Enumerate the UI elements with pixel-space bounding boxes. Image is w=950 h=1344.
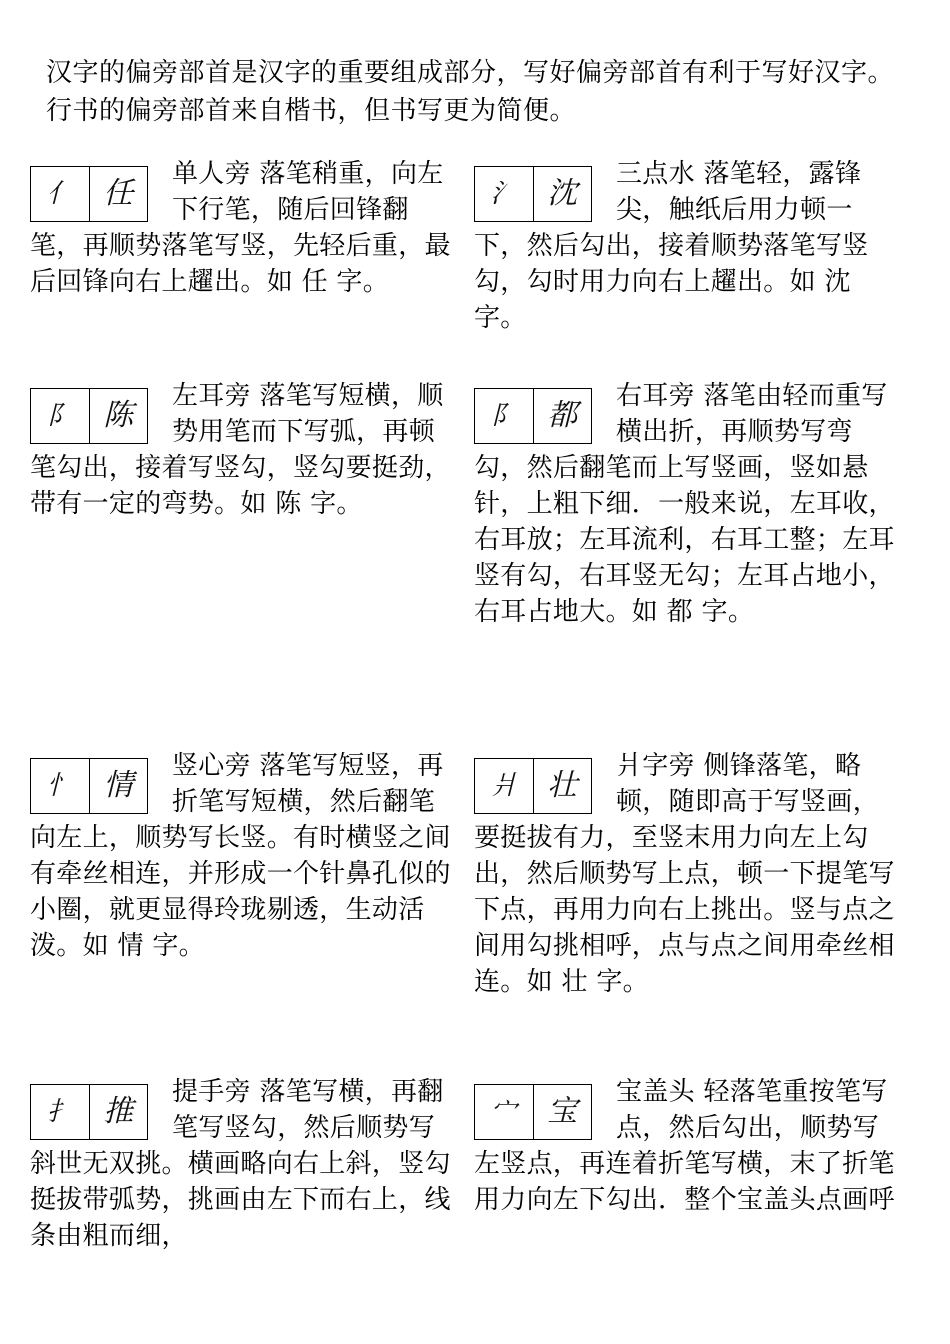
entry-text: 单人旁 落笔稍重，向左下行笔，随后回锋翻笔，再顺势落笔写竖，先轻后重，最后回锋向右上趯出。如 任 字。 xyxy=(30,159,451,297)
intro-paragraph: 汉字的偏旁部首是汉字的重要组成部分，写好偏旁部首有利于写好汉字。行书的偏旁部首来自楷书，但书写更为简便。 xyxy=(46,58,895,126)
example-character: 宝 xyxy=(533,1085,592,1139)
entry-text: 提手旁 落笔写横，再翻笔写竖勾，然后顺势写斜世无双挑。横画略向右上斜，竖勾挺拔带弧势，挑画由左下而右上，线条由粗而细， xyxy=(30,1077,451,1251)
example-character: 都 xyxy=(533,389,592,443)
calligraphy-sample-box xyxy=(30,758,148,814)
entry-text: 左耳旁 落笔写短横，顺势用笔而下写弧，再顿笔勾出，接着写竖勾，竖勾要挺劲，带有一定的弯势。如 陈 字。 xyxy=(30,381,451,519)
entry-pan-radical xyxy=(474,748,904,1000)
entry-text: 竖心旁 落笔写短竖，再折笔写短横，然后翻笔向左上，顺势写长竖。有时横竖之间有牵丝相连，并形成一个针鼻孔似的小圈，就更显得玲珑剔透，生动活泼。如 情 字。 xyxy=(30,751,451,961)
calligraphy-sample-box xyxy=(30,1084,148,1140)
calligraphy-sample-box xyxy=(474,388,592,444)
entry-vertical-heart-radical xyxy=(30,748,460,964)
example-character: 推 xyxy=(89,1085,148,1139)
example-character: 陈 xyxy=(89,389,148,443)
entry-text: 右耳旁 落笔由轻而重写横出折，再顺势写弯勾，然后翻笔而上写竖画，竖如悬针，上粗下细．一般来说，左耳收，右耳放；左耳流利，右耳工整；左耳竖有勾，右耳竖无勾；左耳占地小，右耳占地大。如 都 字。 xyxy=(474,381,895,627)
calligraphy-sample-box xyxy=(474,166,592,222)
calligraphy-sample-box xyxy=(474,1084,592,1140)
example-character: 任 xyxy=(89,167,148,221)
calligraphy-sample-box xyxy=(30,388,148,444)
radical-glyph: 氵 xyxy=(490,179,517,209)
example-character: 情 xyxy=(89,759,148,813)
entry-text: 宝盖头 轻落笔重按笔写点，然后勾出，顺势写左竖点，再连着折笔写横，末了折笔用力向左下勾出．整个宝盖头点画呼 xyxy=(474,1077,895,1215)
entry-roof-radical xyxy=(474,1074,904,1218)
entry-text: 爿字旁 侧锋落笔，略顿，随即高于写竖画，要挺拔有力，至竖末用力向左上勾出，然后顺势写上点，顿一下提笔写下点，再用力向右上挑出。竖与点之间用勾挑相呼，点与点之间用牵丝相连。如 壮 字。 xyxy=(474,751,895,997)
entry-left-ear-radical xyxy=(30,378,460,522)
entry-three-dots-water xyxy=(474,156,904,336)
entry-single-person-radical xyxy=(30,156,460,300)
entry-text: 三点水 落笔轻，露锋尖，触纸后用力顿一下，然后勾出，接着顺势落笔写竖勾，勾时用力向右上趯出。如 沈 字。 xyxy=(474,159,869,333)
radical-glyph: 爿 xyxy=(490,771,517,801)
example-character: 壮 xyxy=(533,759,592,813)
radical-glyph: 阝 xyxy=(46,401,73,431)
entry-hand-radical xyxy=(30,1074,460,1254)
entry-right-ear-radical xyxy=(474,378,904,630)
calligraphy-sample-box xyxy=(30,166,148,222)
radical-glyph: 扌 xyxy=(46,1097,73,1127)
radical-glyph: 宀 xyxy=(490,1097,517,1127)
radical-glyph: 忄 xyxy=(46,771,73,801)
example-character: 沈 xyxy=(533,167,592,221)
calligraphy-sample-box xyxy=(474,758,592,814)
radical-glyph: 亻 xyxy=(46,179,73,209)
radical-glyph: 阝 xyxy=(490,401,517,431)
